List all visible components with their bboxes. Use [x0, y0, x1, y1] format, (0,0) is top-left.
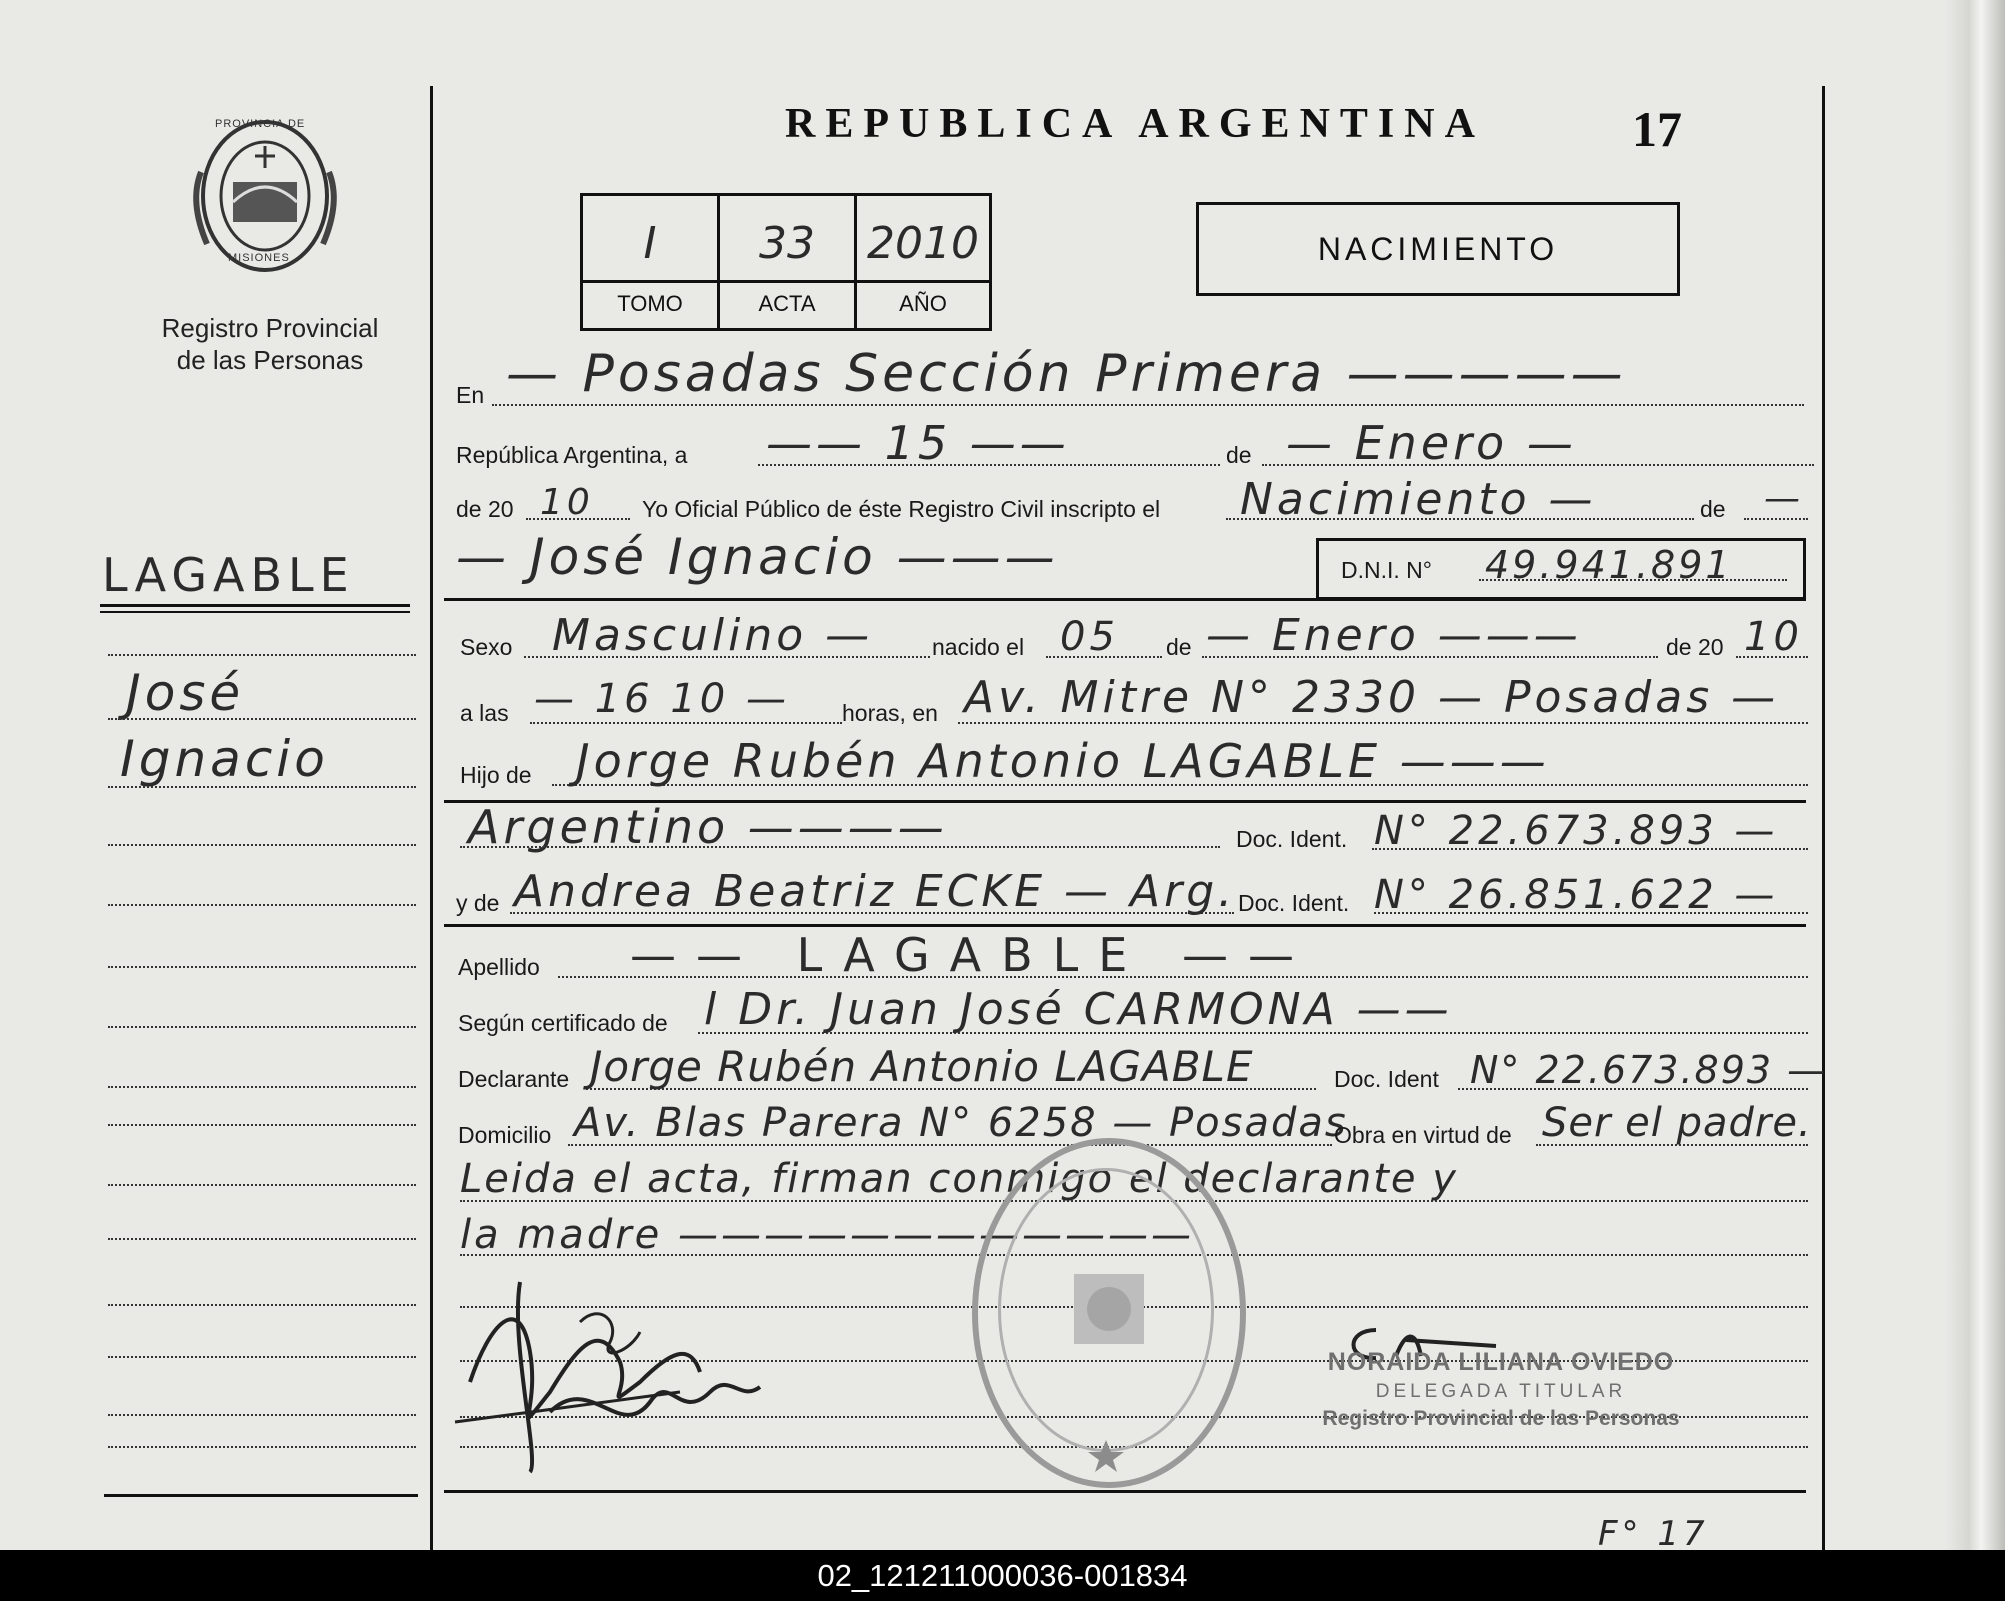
hw-nombre: — José Ignacio ——— — [456, 528, 1059, 586]
side-bottom-rule — [104, 1494, 418, 1497]
side-dotted-line — [108, 1356, 416, 1358]
hw-domicilio: Av. Blas Parera N° 6258 — Posadas — [574, 1100, 1348, 1146]
side-dotted-line — [108, 1238, 416, 1240]
side-dotted-line — [108, 1446, 416, 1448]
side-dotted-line — [108, 1184, 416, 1186]
hw-madre-doc: N° 26.851.622 — — [1374, 872, 1779, 918]
hw-folio-pie: F° 17 — [1598, 1514, 1709, 1550]
label-nacido-el: nacido el — [932, 634, 1025, 660]
side-dotted-line — [108, 844, 416, 846]
hw-sexo: Masculino — — [552, 610, 874, 661]
parents-signature — [450, 1262, 780, 1482]
label-doc-ident-madre: Doc. Ident. — [1238, 890, 1350, 916]
anio-label: AÑO — [899, 291, 947, 316]
line-nacionalidad — [460, 846, 1220, 848]
official-round-seal — [972, 1138, 1246, 1488]
margin-divider — [430, 86, 433, 1550]
acta-value: 33 — [759, 218, 815, 269]
side-dotted-line — [108, 966, 416, 968]
label-a-las: a las — [460, 700, 509, 726]
anio-cell — [857, 196, 989, 328]
side-dotted-line — [108, 786, 416, 788]
side-dotted-line — [108, 1086, 416, 1088]
side-dotted-line — [108, 718, 416, 720]
hw-nacido-dia: 05 — [1060, 614, 1119, 660]
side-dotted-line — [108, 1124, 416, 1126]
hw-lugar-nacimiento: Av. Mitre N° 2330 — Posadas — — [964, 672, 1780, 723]
org-line-2: de las Personas — [176, 345, 364, 375]
label-obra-en-virtud: Obra en virtud de — [1334, 1122, 1512, 1148]
label-de-2: de — [1700, 496, 1726, 522]
hw-anio-registro: 10 — [540, 482, 594, 523]
label-en: En — [456, 382, 485, 408]
seal-star-icon — [1086, 1438, 1126, 1474]
seal-bottom-text: MISIONES — [228, 252, 290, 264]
hw-hora: — 16 10 — — [534, 676, 790, 722]
hw-mes-registro: — Enero — — [1286, 416, 1577, 470]
hw-nacido-mes: — Enero ——— — [1206, 610, 1582, 661]
label-de: de — [1226, 442, 1252, 468]
officer-stamp — [1296, 1348, 1706, 1431]
label-de-3: de — [1166, 634, 1192, 660]
org-line-1: Registro Provincial — [161, 313, 379, 343]
hw-declarante: Jorge Rubén Antonio LAGABLE — [590, 1042, 1254, 1091]
registry-box-divider — [583, 280, 989, 283]
image-caption: 02_121211000036-001834 — [0, 1550, 2005, 1601]
officer-name: NORAIDA LILIANA OVIEDO — [1327, 1348, 1675, 1376]
side-dotted-line — [108, 1304, 416, 1306]
hw-certificado: l Dr. Juan José CARMONA —— — [704, 984, 1453, 1035]
acta-label: ACTA — [758, 291, 816, 316]
hw-nacido-anio: 10 — [1744, 614, 1803, 660]
folio-number: 17 — [1632, 101, 1682, 157]
label-apellido: Apellido — [458, 954, 540, 980]
seal-top-text: PROVINCIA DE — [215, 118, 306, 130]
label-republica: República Argentina, a — [456, 442, 688, 468]
side-dotted-line — [108, 904, 416, 906]
line-hora — [530, 722, 842, 724]
label-hijo-de: Hijo de — [460, 762, 532, 788]
label-declarante: Declarante — [458, 1066, 570, 1092]
officer-role: DELEGADA TITULAR — [1375, 1381, 1627, 1402]
hw-cierre-2: la madre ———————————— — [460, 1212, 1194, 1258]
hw-acto-tail: — — [1764, 478, 1804, 519]
label-sexo: Sexo — [460, 634, 513, 660]
hw-padre-doc: N° 22.673.893 — — [1374, 808, 1779, 854]
label-doc-ident: Doc. Ident. — [1236, 826, 1348, 852]
hw-padre: Jorge Rubén Antonio LAGABLE ——— — [576, 734, 1550, 788]
hw-madre: Andrea Beatriz ECKE — Arg. — [514, 866, 1237, 917]
label-horas-en: horas, en — [842, 700, 938, 726]
book-page-edge — [1945, 0, 2005, 1550]
side-dotted-line — [108, 1414, 416, 1416]
label-de20: de 20 — [456, 496, 514, 522]
label-y-de: y de — [456, 890, 500, 916]
acta-cell — [720, 196, 857, 328]
hw-obra: Ser el padre. — [1542, 1100, 1812, 1146]
officer-org: Registro Provincial de las Personas — [1322, 1407, 1680, 1430]
line-en — [492, 404, 1804, 406]
side-dotted-line — [108, 1026, 416, 1028]
hw-lugar: — Posadas Sección Primera ————— — [506, 344, 1627, 404]
side-given-name-2: Ignacio — [120, 730, 329, 788]
tomo-cell — [583, 196, 720, 328]
label-de-20: de 20 — [1666, 634, 1724, 660]
section-rule — [444, 598, 1806, 601]
seal-emblem-icon — [1064, 1264, 1154, 1354]
dni-box — [1316, 538, 1806, 600]
record-type-box: NACIMIENTO — [1196, 202, 1680, 296]
hw-dni-numero: 49.941.891 — [1485, 543, 1733, 587]
label-doc-ident-declarante: Doc. Ident — [1334, 1066, 1439, 1092]
hw-apellido: —— LAGABLE —— — [630, 928, 1314, 982]
label-segun-certificado: Según certificado de — [458, 1010, 668, 1036]
tomo-label: TOMO — [617, 291, 683, 316]
registry-org-name — [130, 312, 410, 376]
right-border — [1822, 86, 1825, 1550]
section-rule — [444, 924, 1806, 927]
hw-acto: Nacimiento — — [1240, 474, 1597, 525]
side-dotted-line — [108, 654, 416, 656]
side-given-name-1: José — [126, 664, 245, 722]
bottom-rule — [444, 1490, 1806, 1493]
side-surname-rule-2 — [100, 611, 410, 613]
label-yo-oficial: Yo Oficial Público de éste Registro Civil inscripto el — [642, 496, 1161, 522]
side-surname-rule — [100, 604, 410, 607]
anio-value: 2010 — [867, 218, 979, 269]
hw-dia-registro: —— 15 —— — [766, 416, 1070, 470]
registry-numbers-box — [580, 193, 992, 331]
label-dni: D.N.I. N° — [1341, 557, 1432, 583]
side-surname: LAGABLE — [102, 548, 355, 602]
hw-padre-nacionalidad: Argentino ———— — [468, 800, 948, 854]
hw-cierre-1: Leida el acta, firman conmigo el declarante y — [460, 1156, 1458, 1202]
tomo-value: I — [643, 218, 657, 269]
hw-declarante-doc: N° 22.673.893 — — [1470, 1048, 1828, 1092]
label-domicilio: Domicilio — [458, 1122, 552, 1148]
document-title: REPUBLICA ARGENTINA — [785, 101, 1485, 147]
